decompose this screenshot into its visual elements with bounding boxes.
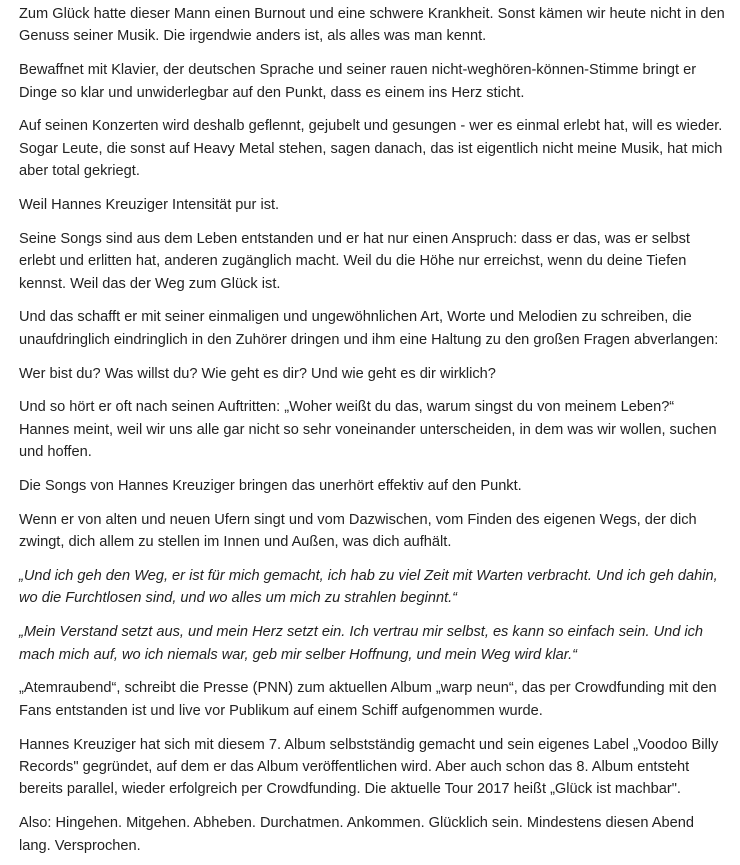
lyric-quote-1: „Und ich geh den Weg, er ist für mich gemacht, ich hab zu viel Zeit mit Warten verbracht. Und ich geh dahin, wo die Furchtlosen sind, und wo alles um mich zu strahlen beginnt.“ bbox=[19, 568, 718, 607]
paragraph-themes: Wenn er von alten und neuen Ufern singt und vom Dazwischen, vom Finden des eigenen Wegs, der dich zwingt, dich allem zu stellen im Innen und Außen, was dich aufhält. bbox=[19, 511, 697, 551]
paragraph-instruments: Bewaffnet mit Klavier, der deutschen Sprache und seiner rauen nicht-weghören-können-Stimme bringt er Dinge so klar und unwiderlegbar auf den Punkt, dass es einem ins Herz sticht. bbox=[19, 62, 697, 101]
paragraph-press: „Atemraubend“, schreibt die Presse (PNN) zum aktuellen Album „warp neun“, das per Crowdfunding mit den Fans entstanden ist und live vor Publikum auf einem Schiff aufgenommen wurde. bbox=[19, 680, 717, 719]
lyric-quote-2: „Mein Verstand setzt aus, und mein Herz setzt ein. Ich vertrau mir selbst, es kann so einfach sein. Und ich mach mich auf, wo ich niemals war, geb mir selber Hoffnung, und mein Weg wird klar.“ bbox=[19, 624, 704, 663]
paragraph-effect: Die Songs von Hannes Kreuziger bringen das unerhört effektiv auf den Punkt. bbox=[19, 478, 522, 495]
paragraph-closing: Also: Hingehen. Mitgehen. Abheben. Durchatmen. Ankommen. Glücklich sein. Mindestens diesen Abend lang. Versprochen. bbox=[19, 815, 694, 854]
paragraph-questions: Wer bist du? Was willst du? Wie geht es dir? Und wie geht es dir wirklich? bbox=[19, 365, 496, 382]
paragraph-concerts: Auf seinen Konzerten wird deshalb geflennt, gejubelt und gesungen - wer es einmal erlebt hat, will es wieder. Sogar Leute, die sonst auf Heavy Metal stehen, sagen danach, das ist eigentlich nicht meine Musik, hat mich aber total gekriegt. bbox=[19, 118, 723, 180]
paragraph-songs-origin: Seine Songs sind aus dem Leben entstanden und er hat nur einen Anspruch: dass er das, was er selbst erlebt und erlitten hat, anderen zugänglich macht. Weil du die Höhe nur erreichst, wenn du deine Tiefen kennst. Weil das der Weg zum Glück ist. bbox=[19, 230, 690, 292]
paragraph-audience-feedback: Und so hört er oft nach seinen Auftritten: „Woher weißt du das, warum singst du von meinem Leben?“ Hannes meint, weil wir uns alle gar nicht so sehr voneinander unterscheiden, in dem was wir wollen, suchen und hoffen. bbox=[19, 399, 717, 461]
paragraph-label: Hannes Kreuziger hat sich mit diesem 7. Album selbstständig gemacht und sein eigenes Label „Voodoo Billy Records" gegründet, auf dem er das Album veröffentlichen wird. Aber auch schon das 8. Album entsteht bereits parallel, wieder erfolgreich per Crowdfunding. Die aktuelle Tour 2017 heißt „Glück ist machbar". bbox=[19, 736, 719, 798]
paragraph-intro: Zum Glück hatte dieser Mann einen Burnout und eine schwere Krankheit. Sonst kämen wir heute nicht in den Genuss seiner Musik. Die irgendwie anders ist, als alles was man kennt. bbox=[19, 6, 725, 45]
paragraph-songwriting: Und das schafft er mit seiner einmaligen und ungewöhnlichen Art, Worte und Melodien zu schreiben, die unaufdringlich eindringlich in den Zuhörer dringen und ihm eine Haltung zu den großen Fragen abverlangen: bbox=[19, 309, 719, 348]
paragraph-intensity: Weil Hannes Kreuziger Intensität pur ist. bbox=[19, 197, 280, 214]
